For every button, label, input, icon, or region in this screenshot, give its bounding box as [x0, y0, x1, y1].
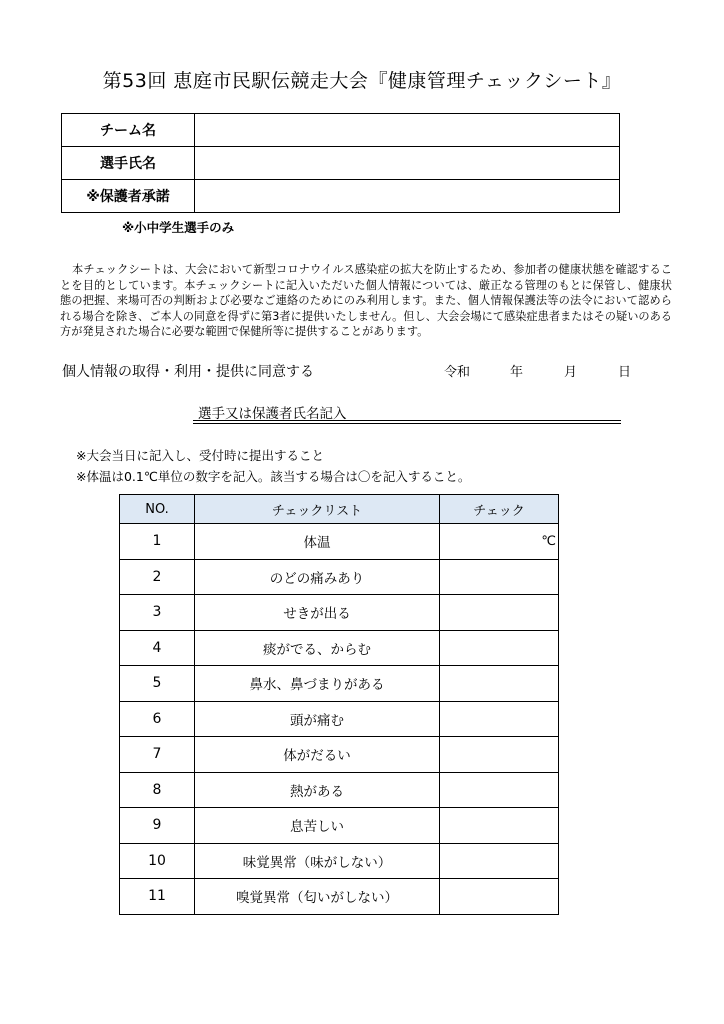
row-check-field[interactable] — [440, 630, 559, 666]
row-item: 痰がでる、からむ — [195, 630, 440, 666]
athlete-name-label: 選手氏名 — [62, 147, 195, 180]
row-item: 味覚異常（味がしない） — [195, 843, 440, 879]
signature-label: 選手又は保護者氏名記入 — [198, 406, 347, 422]
info-row-team — [62, 114, 620, 147]
row-item: せきが出る — [195, 595, 440, 631]
date-day[interactable]: 日 — [618, 365, 632, 380]
row-number: 4 — [120, 630, 195, 666]
row-check-field[interactable] — [440, 843, 559, 879]
row-number: 7 — [120, 737, 195, 773]
row-item: 鼻水、鼻づまりがある — [195, 666, 440, 702]
row-number: 5 — [120, 666, 195, 702]
health-checklist-table — [119, 494, 559, 915]
table-row — [120, 666, 559, 702]
row-item: 体温 — [195, 524, 440, 560]
header-no: NO. — [120, 495, 195, 524]
info-row-guardian — [62, 180, 620, 213]
date-year[interactable]: 年 — [510, 365, 524, 380]
signature-line[interactable] — [193, 420, 621, 421]
consent-text: 個人情報の取得・利用・提供に同意する — [62, 364, 314, 380]
athlete-name-field[interactable] — [195, 147, 620, 180]
row-check-field[interactable] — [440, 879, 559, 915]
row-number: 2 — [120, 559, 195, 595]
row-check-field[interactable] — [440, 701, 559, 737]
privacy-paragraph: 本チェックシートは、大会において新型コロナウイルス感染症の拡大を防止するため、参加者の健康状態を確認することを目的としています。本チェックシートに記入いただいた個人情報については、厳正なる管理のもとに保管し、健康状態の把握、来場可否の判断および必要なご連絡のためにのみ利用します。また、個人情報保護法等の法令において認められる場合を除き、ご本人の同意を得ずに第3者に提供いたしません。但し、大会会場にて感染症患者またはその疑いのある方が発見された場合に必要な範囲で保健所等に提供することがあります。 — [60, 263, 672, 338]
participant-info-table — [61, 113, 620, 213]
row-number: 3 — [120, 595, 195, 631]
instruction-line: ※大会当日に記入し、受付時に提出すること — [76, 448, 324, 463]
row-item: 嗅覚異常（匂いがしない） — [195, 879, 440, 915]
guardian-note: ※小中学生選手のみ — [122, 220, 235, 235]
row-number: 8 — [120, 772, 195, 808]
header-check: チェック — [440, 495, 559, 524]
row-number: 6 — [120, 701, 195, 737]
table-row — [120, 737, 559, 773]
row-check-field[interactable] — [440, 666, 559, 702]
table-row — [120, 879, 559, 915]
checklist-header-row — [120, 495, 559, 524]
row-number: 10 — [120, 843, 195, 879]
table-row — [120, 524, 559, 560]
date-month[interactable]: 月 — [564, 365, 578, 380]
team-name-field[interactable] — [195, 114, 620, 147]
instruction-line: ※体温は0.1℃単位の数字を記入。該当する場合は〇を記入すること。 — [76, 469, 471, 484]
header-checklist: チェックリスト — [195, 495, 440, 524]
row-item: のどの痛みあり — [195, 559, 440, 595]
table-row — [120, 630, 559, 666]
row-number: 1 — [120, 524, 195, 560]
guardian-consent-field[interactable] — [195, 180, 620, 213]
table-row — [120, 595, 559, 631]
row-item: 体がだるい — [195, 737, 440, 773]
date-era: 令和 — [444, 365, 471, 380]
row-number: 9 — [120, 808, 195, 844]
row-item: 息苦しい — [195, 808, 440, 844]
row-check-field[interactable] — [440, 559, 559, 595]
table-row — [120, 772, 559, 808]
info-row-athlete — [62, 147, 620, 180]
table-row — [120, 843, 559, 879]
signature-line-double — [193, 423, 621, 424]
row-check-field[interactable] — [440, 524, 559, 560]
row-check-value: ℃ — [541, 533, 556, 549]
page-title: 第53回 恵庭市民駅伝競走大会『健康管理チェックシート』 — [102, 70, 622, 92]
team-name-label: チーム名 — [62, 114, 195, 147]
table-row — [120, 808, 559, 844]
row-item: 熱がある — [195, 772, 440, 808]
table-row — [120, 559, 559, 595]
row-item: 頭が痛む — [195, 701, 440, 737]
row-number: 11 — [120, 879, 195, 915]
row-check-field[interactable] — [440, 737, 559, 773]
table-row — [120, 701, 559, 737]
row-check-field[interactable] — [440, 595, 559, 631]
row-check-field[interactable] — [440, 772, 559, 808]
guardian-consent-label: ※保護者承諾 — [62, 180, 195, 213]
row-check-field[interactable] — [440, 808, 559, 844]
